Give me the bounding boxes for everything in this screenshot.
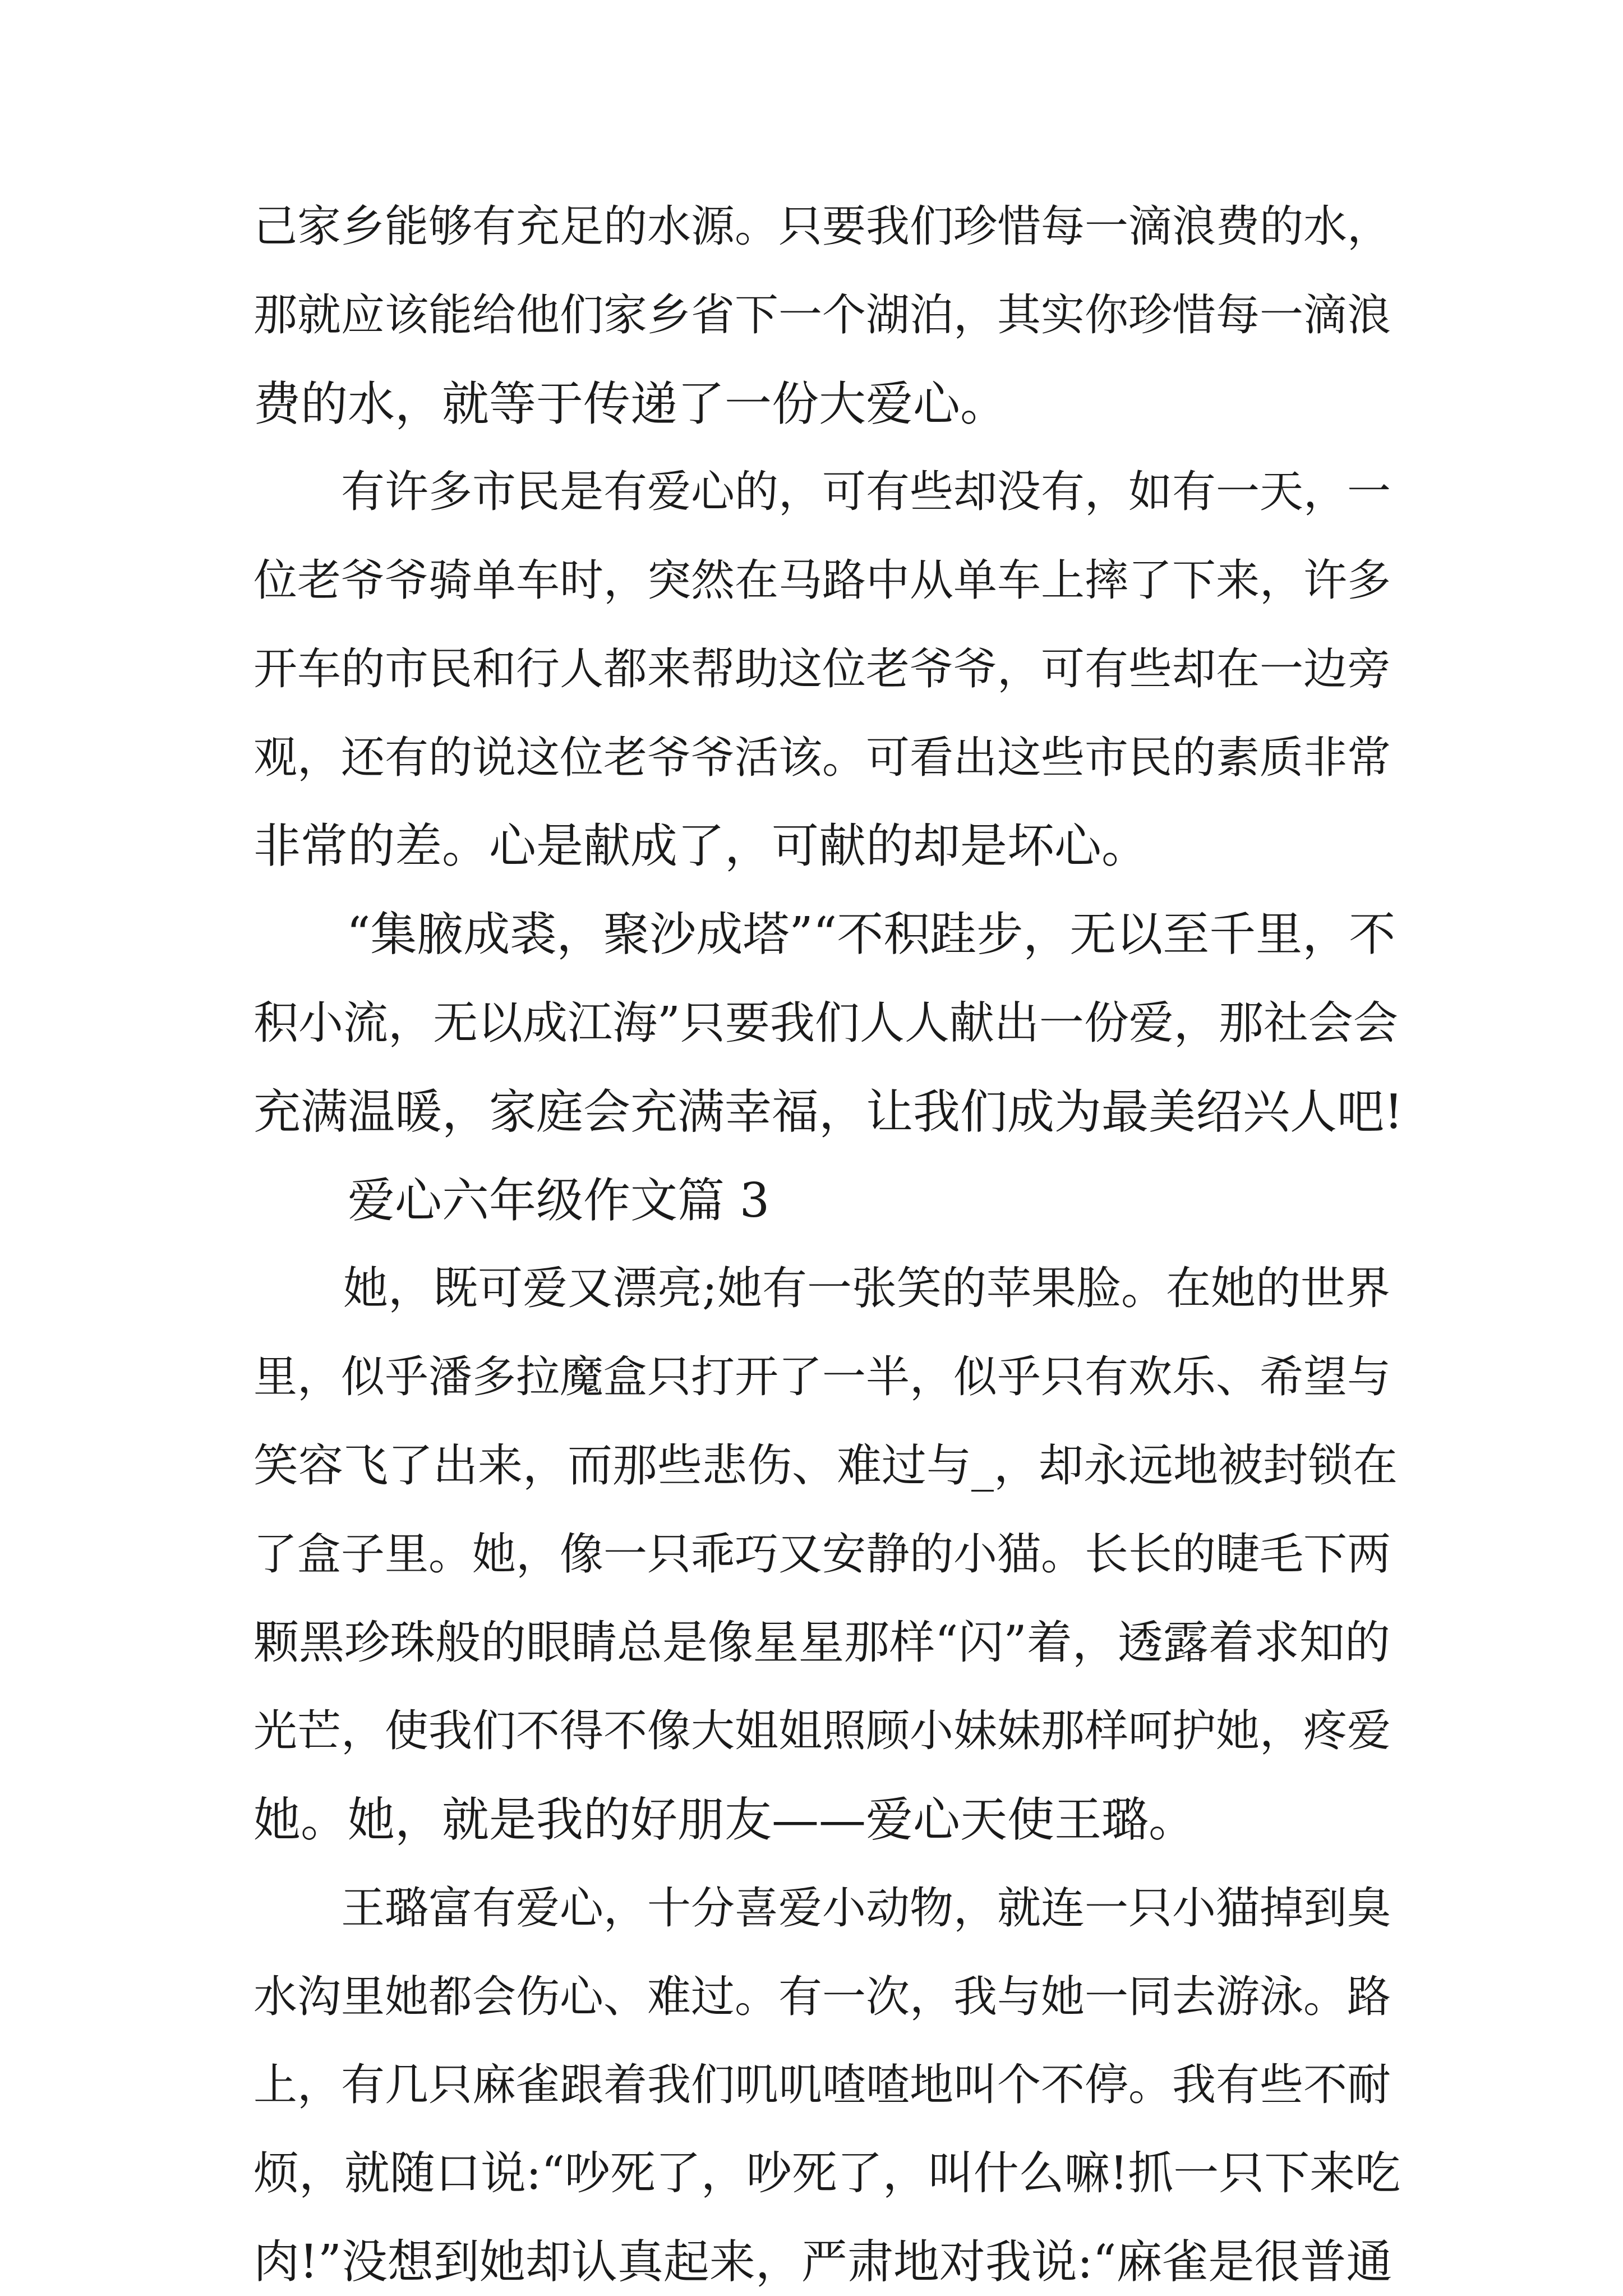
text-line: 颗黑珍珠般的眼睛总是像星星那样“闪”着，透露着求知的 [253, 1617, 1390, 1669]
text-line: 光芒，使我们不得不像大姐姐照顾小妹妹那样呵护她，疼爱 [253, 1706, 1391, 1756]
text-line: “集腋成裘，聚沙成塔”“不积跬步，无以至千里，不 [253, 907, 1396, 961]
text-line: 她。她，就是我的好朋友——爱心天使王璐。 [253, 1792, 1196, 1847]
text-line: 积小流，无以成江海”只要我们人人献出一份爱，那社会会 [253, 997, 1398, 1049]
text-line: 开车的市民和行人都来帮助这位老爷爷，可有些却在一边旁 [253, 644, 1391, 694]
text-line: 观，还有的说这位老爷爷活该。可看出这些市民的素质非常 [253, 733, 1391, 783]
text-line: 水沟里她都会伤心、难过。有一次，我与她一同去游泳。路 [253, 1972, 1391, 2022]
text-line: 有许多市民是有爱心的，可有些却没有，如有一天，一 [253, 467, 1391, 517]
text-line: 位老爷爷骑单车时，突然在马路中从单车上摔了下来，许多 [253, 555, 1391, 606]
text-line: 里，似乎潘多拉魔盒只打开了一半，似乎只有欢乐、希望与 [253, 1352, 1391, 1402]
text-line: 那就应该能给他们家乡省下一个湖泊，其实你珍惜每一滴浪 [253, 290, 1391, 341]
text-line: 了盒子里。她，像一只乖巧又安静的小猫。长长的睫毛下两 [253, 1529, 1391, 1580]
text-line: 肉!”没想到她却认真起来，严肃地对我说:“麻雀是很普通 [253, 2235, 1393, 2289]
text-line: 王璐富有爱心，十分喜爱小动物，就连一只小猫掉到臭 [253, 1883, 1391, 1934]
text-line: 笑容飞了出来，而那些悲伤、难过与_，却永远地被封锁在 [253, 1439, 1398, 1492]
text-line: 上，有几只麻雀跟着我们叽叽喳喳地叫个不停。我有些不耐 [253, 2060, 1391, 2110]
text-line: 她，既可爱又漂亮;她有一张笑的苹果脸。在她的世界 [253, 1262, 1390, 1314]
text-line: 费的水，就等于传递了一份大爱心。 [253, 376, 1008, 431]
text-line: 烦，就随口说:“吵死了，吵死了，叫什么嘛!抓一只下来吃 [253, 2147, 1401, 2200]
section-heading: 爱心六年级作文篇 3 [253, 1173, 770, 1228]
text-line: 非常的差。心是献成了，可献的却是坏心。 [253, 818, 1149, 873]
text-line: 己家乡能够有充足的水源。只要我们珍惜每一滴浪费的水， [253, 201, 1391, 252]
text-line: 充满温暖，家庭会充满幸福，让我们成为最美绍兴人吧! [253, 1084, 1403, 1139]
